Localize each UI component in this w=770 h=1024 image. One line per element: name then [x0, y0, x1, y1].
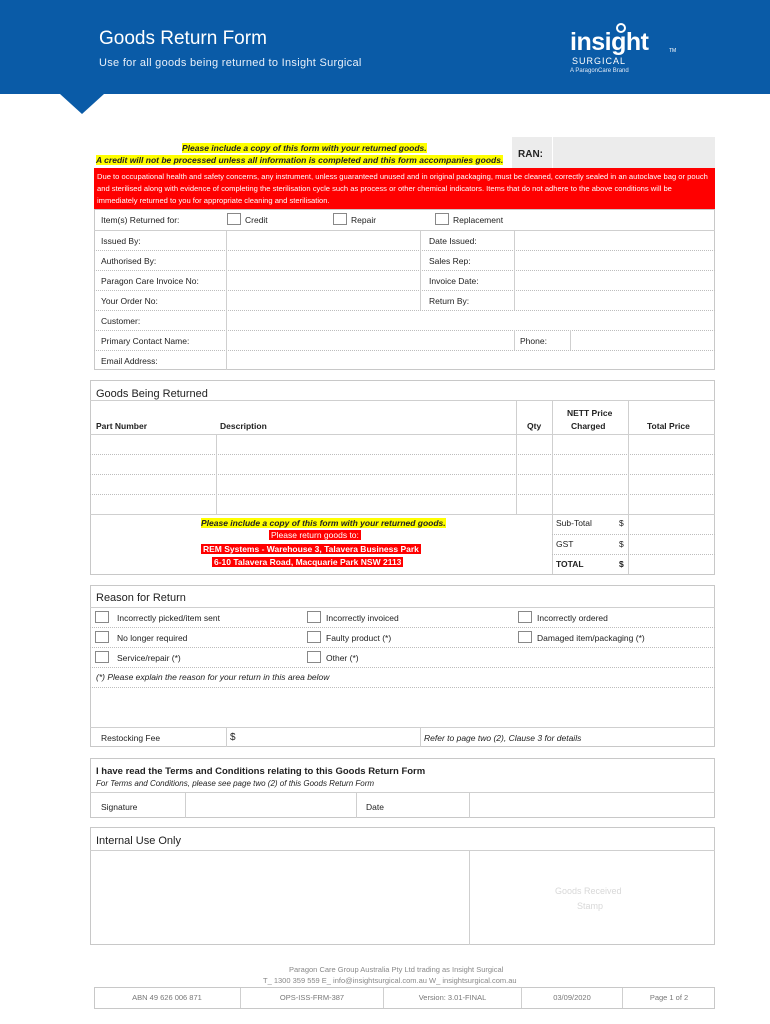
phone-label: Phone: [520, 336, 547, 346]
reason-faulty-product-checkbox[interactable] [307, 631, 321, 643]
phone-field[interactable] [571, 331, 714, 350]
goods-row-1-desc[interactable] [217, 435, 516, 454]
col-total-price: Total Price [647, 421, 690, 431]
footer-abn: ABN 49 626 006 871 [94, 988, 241, 1008]
return-by-label: Return By: [429, 296, 470, 306]
gst-field[interactable] [629, 535, 714, 554]
reason-explanation-area[interactable] [91, 688, 714, 727]
reason-service-repair-checkbox[interactable] [95, 651, 109, 663]
order-no-label: Your Order No: [101, 296, 158, 306]
insight-surgical-logo [570, 24, 680, 80]
credit-label: Credit [245, 215, 268, 225]
replacement-checkbox[interactable] [435, 213, 449, 225]
goods-row-3-part[interactable] [91, 475, 216, 494]
logo-wordmark: insight [570, 28, 649, 56]
reason-faulty-product: Faulty product (*) [326, 633, 392, 643]
invoice-no-label: Paragon Care Invoice No: [101, 276, 199, 286]
footer-page: Page 1 of 2 [649, 993, 689, 1002]
total-label: TOTAL [556, 559, 584, 569]
returned-for-label: Item(s) Returned for: [101, 215, 180, 225]
logo-surgical: SURGICAL [572, 56, 627, 66]
reason-explain-label: (*) Please explain the reason for your return in this area below [96, 672, 330, 682]
goods-row-2-desc[interactable] [217, 455, 516, 474]
date-issued-field[interactable] [515, 231, 714, 250]
goods-row-4-part[interactable] [91, 495, 216, 514]
reason-damaged: Damaged item/packaging (*) [537, 633, 645, 643]
reason-other-checkbox[interactable] [307, 651, 321, 663]
repair-label: Repair [351, 215, 377, 225]
replacement-label: Replacement [453, 215, 504, 225]
logo-swirl-icon [615, 22, 627, 34]
email-field[interactable] [227, 351, 714, 370]
customer-field[interactable] [227, 311, 714, 330]
return-goods-to: Please return goods to: [271, 530, 359, 540]
return-by-field[interactable] [515, 291, 714, 310]
reason-section-title: Reason for Return [96, 592, 186, 604]
contact-name-label: Primary Contact Name: [101, 336, 190, 346]
repair-checkbox[interactable] [333, 213, 347, 225]
order-no-field[interactable] [227, 291, 420, 310]
signature-field[interactable] [186, 793, 356, 817]
reason-damaged-checkbox[interactable] [518, 631, 532, 643]
total-field[interactable] [629, 555, 714, 574]
authorised-by-field[interactable] [227, 251, 420, 270]
invoice-date-label: Invoice Date: [429, 276, 479, 286]
signature-label: Signature [101, 802, 138, 812]
footer-date: 03/09/2020 [522, 988, 623, 1008]
include-copy-note: Please include a copy of this form with your returned goods. [201, 518, 446, 528]
reason-no-longer-required: No longer required [117, 633, 188, 643]
sterilisation-warning-text: Due to occupational health and safety concerns, any instrument, unless guaranteed unused and in original packaging, must be cleaned, correctly sealed in an autoclave bag or pouch and sterilised along with evidence of completing the sterilisation cycle such as process or other chemical indicators. Items that do not adhere to the above conditions will be immediately returned to you for appropriate cleaning and sterilisation. [97, 172, 708, 205]
issued-by-label: Issued By: [101, 236, 141, 246]
customer-label: Customer: [101, 316, 141, 326]
reason-incorrectly-ordered: Incorrectly ordered [537, 613, 608, 623]
footer-company: Paragon Care Group Australia Pty Ltd trading as Insight Surgical [289, 965, 504, 974]
goods-row-4-desc[interactable] [217, 495, 516, 514]
reason-no-longer-required-checkbox[interactable] [95, 631, 109, 643]
gst-currency: $ [619, 539, 624, 549]
restocking-currency: $ [230, 732, 236, 743]
subtotal-field[interactable] [629, 515, 714, 534]
page-title: Goods Return Form [99, 28, 267, 49]
reason-incorrectly-invoiced: Incorrectly invoiced [326, 613, 399, 623]
col-charged: Charged [571, 421, 606, 431]
ran-input[interactable] [553, 137, 715, 168]
footer-version: Version: 3.01-FINAL [384, 988, 522, 1008]
reason-service-repair: Service/repair (*) [117, 653, 181, 663]
authorised-by-label: Authorised By: [101, 256, 157, 266]
col-description: Description [220, 421, 267, 431]
col-part-number: Part Number [96, 421, 148, 431]
subtotal-currency: $ [619, 518, 624, 528]
stamp-label-1: Goods Received [555, 886, 622, 896]
email-label: Email Address: [101, 356, 158, 366]
gst-label: GST [556, 539, 574, 549]
page-subtitle: Use for all goods being returned to Insight Surgical [99, 57, 362, 69]
restocking-fee-label: Restocking Fee [101, 733, 161, 743]
invoice-date-field[interactable] [515, 271, 714, 290]
internal-section-title: Internal Use Only [96, 835, 181, 847]
reason-incorrectly-picked-checkbox[interactable] [95, 611, 109, 623]
invoice-no-field[interactable] [227, 271, 420, 290]
reason-incorrectly-picked: Incorrectly picked/item sent [117, 613, 220, 623]
notice-line-1: Please include a copy of this form with your returned goods. [182, 143, 427, 153]
notice-line-2: A credit will not be processed unless all information is completed and this form accompanies goods. [96, 155, 504, 165]
header-notch [60, 94, 104, 114]
sales-rep-label: Sales Rep: [429, 256, 471, 266]
contact-name-field[interactable] [227, 331, 514, 350]
goods-section-title: Goods Being Returned [96, 388, 208, 400]
reason-incorrectly-invoiced-checkbox[interactable] [307, 611, 321, 623]
return-address-line-2: 6-10 Talavera Road, Macquarie Park NSW 2113 [214, 557, 402, 567]
date-field[interactable] [470, 793, 714, 817]
ran-label: RAN: [518, 149, 543, 160]
restocking-refer-note: Refer to page two (2), Clause 3 for details [424, 733, 582, 743]
logo-paragon: A ParagonCare Brand [570, 68, 629, 74]
issued-by-field[interactable] [227, 231, 420, 250]
sales-rep-field[interactable] [515, 251, 714, 270]
logo-trademark: TM [669, 48, 677, 54]
terms-sub: For Terms and Conditions, please see page two (2) of this Goods Return Form [96, 779, 375, 788]
subtotal-label: Sub-Total [556, 518, 592, 528]
reason-other: Other (*) [326, 653, 359, 663]
goods-row-1-part[interactable] [91, 435, 216, 454]
goods-row-3-desc[interactable] [217, 475, 516, 494]
reason-incorrectly-ordered-checkbox[interactable] [518, 611, 532, 623]
total-currency: $ [619, 559, 624, 569]
return-address-line-1: REM Systems - Warehouse 3, Talavera Business Park [203, 544, 419, 554]
goods-row-2-part[interactable] [91, 455, 216, 474]
col-nett-price: NETT Price [567, 408, 613, 418]
footer-form-code: OPS-ISS-FRM-387 [241, 988, 384, 1008]
stamp-label-2: Stamp [577, 901, 604, 911]
terms-heading: I have read the Terms and Conditions relating to this Goods Return Form [96, 766, 426, 777]
internal-notes-area[interactable] [91, 851, 469, 944]
footer-contact: T_ 1300 359 559 E_ info@insightsurgical.com.au W_ insightsurgical.com.au [263, 976, 517, 985]
date-label: Date [366, 802, 384, 812]
col-qty: Qty [527, 421, 542, 431]
date-issued-label: Date Issued: [429, 236, 477, 246]
credit-checkbox[interactable] [227, 213, 241, 225]
restocking-fee-field[interactable] [240, 728, 420, 746]
